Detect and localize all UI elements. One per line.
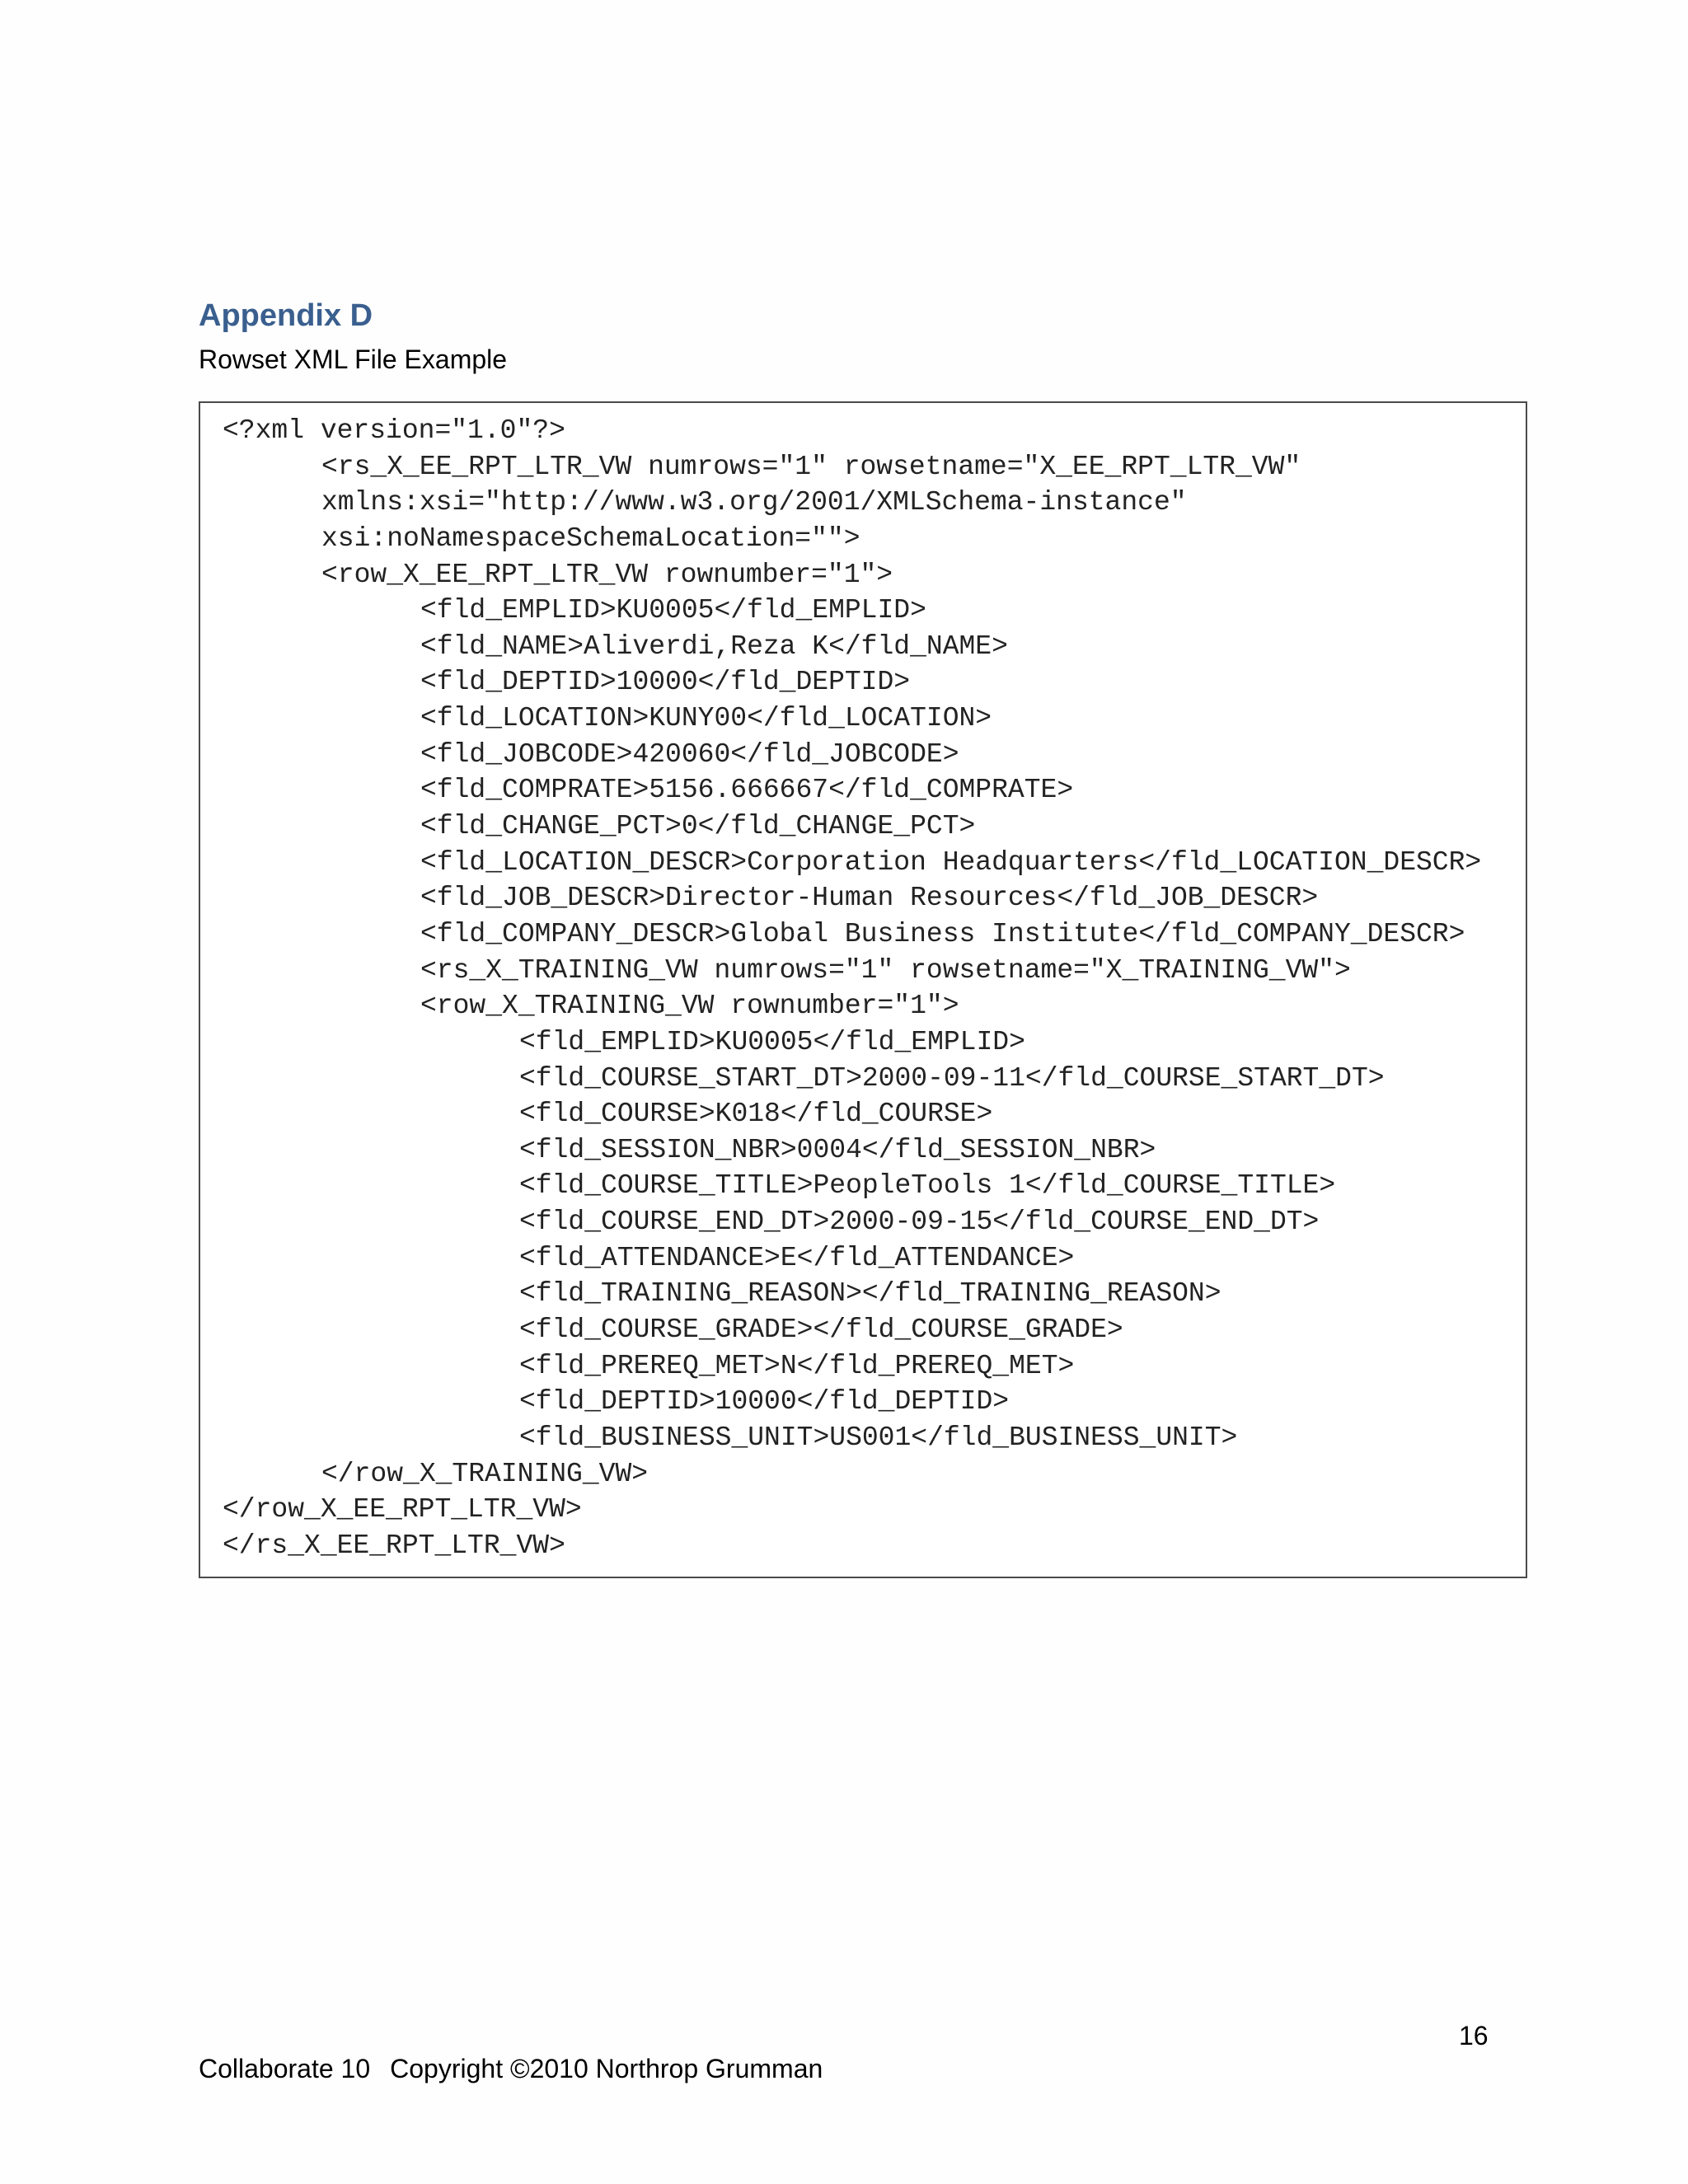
code-line: <fld_COURSE_TITLE>PeopleTools 1</fld_COURSE_TITLE>: [519, 1170, 1336, 1202]
code-line: <fld_EMPLID>KU0005</fld_EMPLID>: [519, 1026, 1025, 1057]
code-line: <fld_DEPTID>10000</fld_DEPTID>: [420, 667, 911, 698]
code-line: <fld_COURSE>K018</fld_COURSE>: [519, 1099, 993, 1130]
code-line: <row_X_EE_RPT_LTR_VW rownumber="1">: [321, 559, 893, 590]
code-line: <fld_COURSE_END_DT>2000-09-15</fld_COURSE_END_DT>: [519, 1207, 1320, 1238]
code-line: <?xml version="1.0"?>: [223, 415, 565, 446]
code-line: <fld_COMPRATE>5156.666667</fld_COMPRATE>: [420, 775, 1074, 806]
code-line: <fld_DEPTID>10000</fld_DEPTID>: [519, 1386, 1010, 1418]
code-line: <fld_ATTENDANCE>E</fld_ATTENDANCE>: [519, 1242, 1075, 1273]
code-line: <row_X_TRAINING_VW rownumber="1">: [420, 991, 959, 1022]
code-line: xmlns:xsi="http://www.w3.org/2001/XMLSchema-instance": [321, 487, 1187, 518]
code-line: <fld_COURSE_START_DT>2000-09-11</fld_COURSE_START_DT>: [519, 1062, 1385, 1094]
code-line: <rs_X_TRAINING_VW numrows="1" rowsetname="X_TRAINING_VW">: [420, 954, 1351, 986]
code-line: <fld_LOCATION_DESCR>Corporation Headquarters</fld_LOCATION_DESCR>: [420, 846, 1482, 878]
xml-code-listing: [223, 413, 1481, 1564]
xml-code-box: [199, 401, 1527, 1578]
code-line: </rs_X_EE_RPT_LTR_VW>: [223, 1530, 565, 1561]
code-line: <fld_LOCATION>KUNY00</fld_LOCATION>: [420, 703, 992, 734]
code-line: xsi:noNamespaceSchemaLocation="">: [321, 523, 860, 554]
code-line: <fld_EMPLID>KU0005</fld_EMPLID>: [420, 595, 926, 626]
code-line: <fld_SESSION_NBR>0004</fld_SESSION_NBR>: [519, 1134, 1156, 1165]
appendix-heading: Appendix D: [199, 298, 373, 333]
page-number: 16: [1459, 2021, 1489, 2050]
appendix-subheading: Rowset XML File Example: [199, 344, 508, 374]
code-line: <fld_COMPANY_DESCR>Global Business Institute</fld_COMPANY_DESCR>: [420, 918, 1465, 949]
code-line: </row_X_TRAINING_VW>: [321, 1458, 649, 1489]
code-line: <fld_PREREQ_MET>N</fld_PREREQ_MET>: [519, 1350, 1075, 1381]
code-line: <fld_NAME>Aliverdi,Reza K</fld_NAME>: [420, 630, 1008, 662]
code-line: <rs_X_EE_RPT_LTR_VW numrows="1" rowsetname="X_EE_RPT_LTR_VW": [321, 451, 1301, 482]
code-line: <fld_CHANGE_PCT>0</fld_CHANGE_PCT>: [420, 811, 976, 842]
page-footer: [199, 2054, 823, 2084]
footer-copyright: Copyright ©2010 Northrop Grumman: [390, 2054, 823, 2083]
code-line: <fld_COURSE_GRADE></fld_COURSE_GRADE>: [519, 1315, 1123, 1346]
footer-event: Collaborate 10: [199, 2054, 371, 2083]
code-line: <fld_JOB_DESCR>Director-Human Resources</fld_JOB_DESCR>: [420, 883, 1319, 914]
code-line: <fld_BUSINESS_UNIT>US001</fld_BUSINESS_UNIT>: [519, 1422, 1238, 1453]
code-line: <fld_TRAINING_REASON></fld_TRAINING_REASON>: [519, 1278, 1221, 1310]
code-line: <fld_JOBCODE>420060</fld_JOBCODE>: [420, 738, 959, 770]
code-line: </row_X_EE_RPT_LTR_VW>: [223, 1494, 582, 1526]
